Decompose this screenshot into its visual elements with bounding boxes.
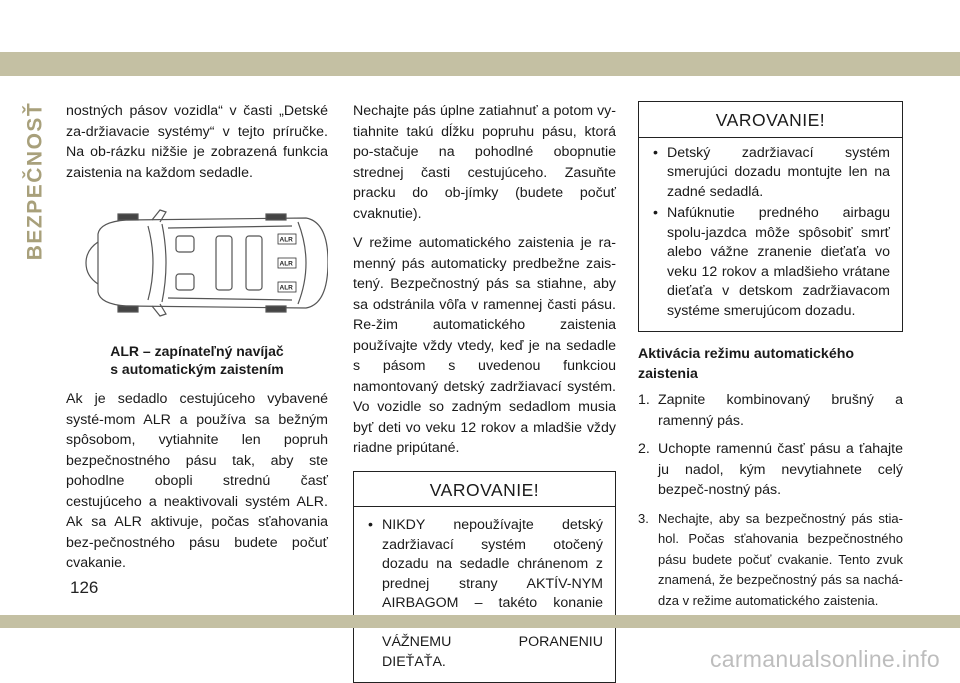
warning-box-2-item-2: • Nafúknutie predného airbagu spolu-jazdca môže spôsobiť smrť alebo vážne zranenie dieťaťa vo veku 12 rokov a mladšieho vrátane dieťaťa v detskom zadržiavacom systéme smerujúcom dozadu. — [651, 204, 890, 321]
col2-paragraph-2: V režime automatického zaistenia je ra-menný pás automaticky predbežne zais-tený. Bezpečnostný pás sa stiahne, aby sa odstránila vôľa v ramennej časti pásu. Re-žim automatického zaistenia používajte vždy vtedy, keď je na sedadle s pásom s uvedenou funkciou namontovaný detský zadržiavací systém. Vo vozidle so zadným sedadlom musia byť deti vo veku 12 rokov a mladšie vždy riadne pripútané. — [353, 233, 616, 459]
caption-line-2: s automatickým zaistením — [66, 360, 328, 378]
car-windshield — [148, 226, 153, 300]
car-top-view-illustration — [66, 192, 328, 332]
warning-box-2-item-1: • Detský zadržiavací systém smerujúci dozadu montujte len na zadné sedadlá. — [651, 144, 890, 203]
car-roof-front — [162, 224, 166, 302]
page-number: 126 — [70, 578, 98, 598]
warning-box-1-item: • NIKDY nepoužívajte detský zadržiavací systém otočený dozadu na sedadle chránenom z prednej strany AKTÍV-NYM AIRBAGOM – takéto konanie VÁŽNEMU PORANENIU DIEŤAŤA. — [366, 516, 603, 672]
step-text-1: Zapnite kombinovaný brušný a ramenný pás. — [658, 392, 903, 429]
roof-rail-bottom — [168, 298, 292, 300]
car-hood — [86, 242, 98, 284]
col1-paragraph-2: Ak je sedadlo cestujúceho vybavené systé-mom ALR a používa sa bežným spôsobom, vytiahnite len popruh bezpečnostného pásu tak, aby ste pohodlne obopli strednú časť cestujúceho a neaktivovali systém ALR. Ak sa ALR aktivuje, počas sťahovania bez-pečnostného pásu budete počuť cvakanie. — [66, 389, 328, 574]
col1-paragraph-1: nostných pásov vozidla“ v časti „Detské za-držiavacie systémy“ v tejto príručke. Na ob-rázku nižšie je zobrazená funkcia zaistenia na každom sedadle. — [66, 101, 328, 183]
car-figure — [66, 192, 328, 332]
watermark: carmanualsonline.info — [620, 646, 940, 673]
figure-caption — [66, 342, 328, 378]
roof-rail-top — [168, 226, 292, 228]
section-subheading: Aktivácia režimu automatického zaistenia — [638, 344, 903, 384]
section-tab — [20, 93, 50, 268]
column-1 — [66, 101, 328, 583]
warning-box-2-title: VAROVANIE! — [639, 102, 902, 138]
warning-box-2 — [638, 101, 903, 332]
warning-box-1 — [353, 471, 616, 683]
wheel-rear-bottom — [266, 306, 286, 312]
step-number-3: 3. — [638, 509, 649, 530]
step-number-1: 1. — [638, 390, 650, 411]
warning-box-1-list — [354, 516, 615, 672]
bottom-decorative-band — [0, 615, 960, 628]
warning-box-1-title: VAROVANIE! — [354, 472, 615, 508]
col2-paragraph-1: Nechajte pás úplne zatiahnuť a potom vy-tiahnite takú dĺžku popruhu pásu, ktorá po-stačuje na pohodlné obopnutie strednej časti cestujúceho. Zasuňte pracku do ob-jímky (budete počuť cvaknutie). — [353, 101, 616, 224]
seat-row2 — [216, 236, 232, 290]
column-3 — [638, 101, 903, 619]
step-number-2: 2. — [638, 439, 650, 460]
step-text-2: Uchopte ramennú časť pásu a ťahajte ju nadol, kým nevytiahnete celý bezpeč-nostný pás. — [658, 441, 903, 498]
step-item-2 — [638, 439, 903, 501]
step-item-1 — [638, 390, 903, 431]
alr-marker-2: ALR — [280, 261, 294, 268]
alr-marker-3: ALR — [280, 285, 294, 292]
steps-list — [638, 390, 903, 611]
warning-box-2-list — [639, 144, 902, 322]
section-label: BEZPEČNOSŤ — [23, 101, 47, 260]
alr-marker-1: ALR — [280, 237, 294, 244]
caption-line-1: ALR – zapínateľný navíjač — [66, 342, 328, 360]
step-item-3 — [638, 509, 903, 612]
wheel-rear-top — [266, 214, 286, 220]
column-2 — [353, 101, 616, 683]
seat-front-right — [176, 274, 194, 290]
seat-row3 — [246, 236, 262, 290]
seat-front-left — [176, 236, 194, 252]
car-rear-window — [298, 222, 306, 304]
wheel-front-top — [118, 214, 138, 220]
wheel-front-bottom — [118, 306, 138, 312]
step-text-3: Nechajte, aby sa bezpečnostný pás stia-hol. Počas sťahovania bezpečnostného pásu budete počuť cvakanie. Tento zvuk znamená, že bezpečnostný pás sa nachá-dza v režime automatického zaistenia. — [658, 511, 903, 608]
top-decorative-band — [0, 52, 960, 76]
